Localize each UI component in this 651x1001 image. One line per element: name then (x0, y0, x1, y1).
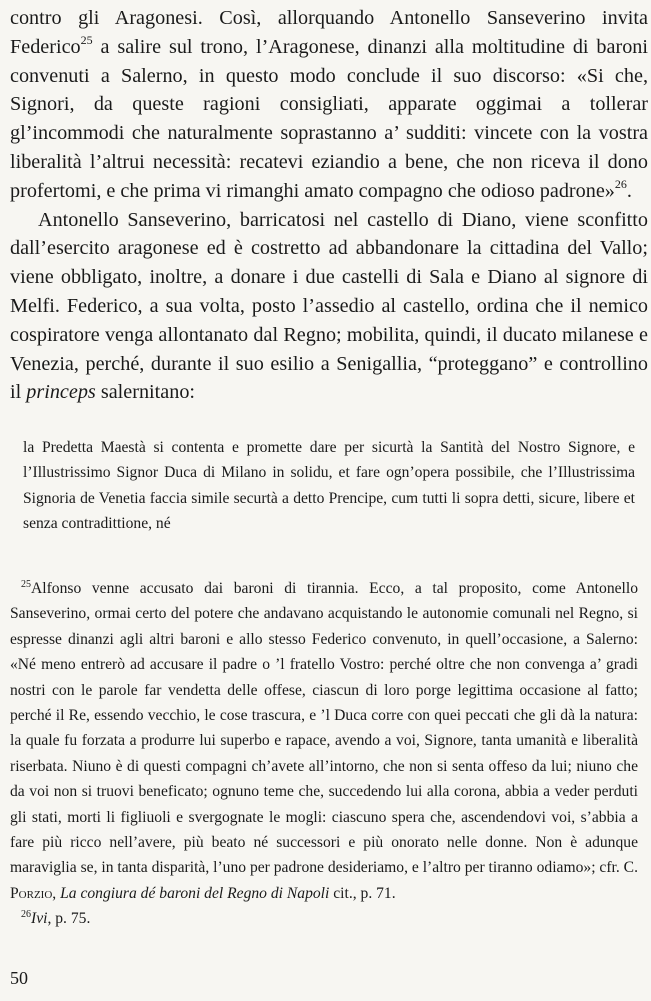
footnote-25-author: Porzio (10, 884, 53, 902)
footnote-26 (10, 906, 638, 931)
footnote-25-tail: cit., p. 71. (329, 884, 396, 902)
footnote-25-title: La congiura dé baroni del Regno di Napoli (60, 884, 330, 902)
main-text (10, 4, 648, 407)
page-number: 50 (10, 968, 28, 988)
footnote-26-ivi: Ivi (31, 910, 48, 928)
footnote-25-text: Alfonso venne accusato dai baroni di tirannia. Ecco, a tal proposito, come Antonello Sanseverino, ormai certo del potere che andavano acquistando le autonomie comunali nel Regno, si espresse dinanzi agli altri baroni e allo stesso Federico convenuto, in quell’occasione, a Salerno: «Né meno entrerò ad accusare il padre o ’l fratello Vostro: perché oltre che non convenga a’ gradi nostri con le parole far vendetta delle offese, ciascun di loro porge legittima occasione al fatto; perché il Re, essendo vecchio, le cose trascura, e ’l Duca corre con quei peccati che gli dà la natura: la quale fu forzata a produrre lui superbo e rapace, avendo a voi, Signore, tanta umanità e liberalità riserbata. Niuno è di questi compagni ch’avete all’intorno, che non si senta offeso da lui; niuno che da voi non si truovi beneficato; ognuno teme che, succedendo lui alla corona, abbia a veder perduti gli stati, morti li figliuoli e svergognate le mogli: ciascuno spera che, ascendendovi voi, s’abbia a fare più ricco nell’avere, più beato né successori e più onorato nelle donne. Non è adunque maraviglia se, in tanta disparità, l’uno per padrone desideriamo, e l’altro per tiranno odiamo»; cfr. C. (10, 580, 638, 877)
paragraph-2-italic: princeps (26, 381, 96, 404)
footnote-25-separator: , (52, 884, 61, 902)
paragraph-1-text-b: a salire sul trono, l’Aragonese, dinanzi alla moltitudine di baroni convenuti a Salerno, in questo modo conclude il suo discorso: «Si che, Signori, da queste ragioni consigliati, apparate oggimai a tollerar gl’incommodi che naturalmente soprastanno a’ sudditi: vincete con la vostra liberalità l’altrui necessità: recatevi eziandio a bene, che non riceva il dono profertomi, e che prima vi rimanghi amato compagno che odioso padrone» (10, 35, 648, 202)
footnote-26-tail: , p. 75. (47, 910, 91, 928)
paragraph-1-text-c: . (626, 179, 632, 202)
paragraph-2-text-b: salernitano: (95, 381, 196, 404)
paragraph-2 (10, 206, 648, 408)
footnote-26-mark: 26 (21, 909, 31, 921)
paragraph-2-text-a: Antonello Sanseverino, barricatosi nel castello di Diano, viene sconfitto dall’esercito aragonese ed è costretto ad abbandonare la cittadina del Vallo; viene obbligato, inoltre, a donare i due castelli di Sala e Diano al signore di Melfi. Federico, a sua volta, posto l’assedio al castello, ordina che il nemico cospiratore venga allontanato dal Regno; mobilita, quindi, il ducato milanese e Venezia, perché, durante il suo esilio a Senigallia, “proteggano” e controllino il (10, 208, 648, 404)
footnote-25 (10, 576, 638, 906)
block-quote-text: la Predetta Maestà si contenta e promette dare per sicurtà la Santità del Nostro Signore, e l’Illustrissimo Signor Duca di Milano in solidu, et fare ogn’opera possibile, che l’Illustrissima Signoria de Venetia faccia simile securtà a detto Prencipe, cum tutti li sopra detti, sicure, libere et senza contradittione, né (23, 439, 635, 532)
paragraph-1 (10, 4, 648, 206)
footnote-ref-25: 25 (80, 33, 93, 48)
paragraph-1-text-a: contro gli Aragonesi. Così, allorquando Antonello Sanseverino invita Federico (10, 7, 648, 58)
block-quote (23, 435, 635, 536)
footnote-ref-26: 26 (614, 177, 627, 192)
footnote-25-mark: 25 (21, 578, 31, 590)
footnotes (10, 576, 638, 932)
